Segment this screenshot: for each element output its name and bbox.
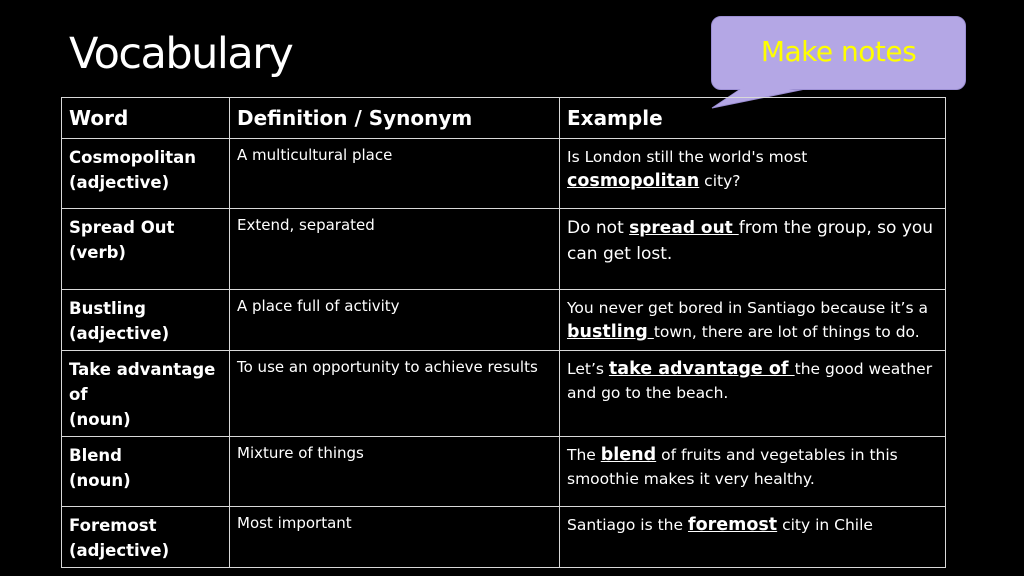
example-keyword: cosmopolitan xyxy=(567,171,700,191)
vocabulary-table xyxy=(61,97,946,568)
definition-cell: To use an opportunity to achieve results xyxy=(230,351,560,437)
word-part-of-speech: (noun) xyxy=(69,410,131,429)
definition-cell: A place full of activity xyxy=(230,290,560,351)
word-term: Cosmopolitan xyxy=(69,148,197,167)
example-text: town, there are lot of things to do. xyxy=(653,323,920,341)
example-cell xyxy=(560,209,946,290)
example-keyword: bustling xyxy=(567,322,654,342)
header-example: Example xyxy=(560,98,946,139)
example-cell xyxy=(560,351,946,437)
table-row xyxy=(62,507,946,568)
word-cell xyxy=(62,437,230,507)
slide-title: Vocabulary xyxy=(69,29,293,79)
example-text: Let’s xyxy=(567,360,609,378)
word-term: Foremost xyxy=(69,516,157,535)
word-cell xyxy=(62,209,230,290)
word-cell xyxy=(62,290,230,351)
definition-cell: Mixture of things xyxy=(230,437,560,507)
example-keyword: blend xyxy=(600,445,657,465)
example-text: city? xyxy=(699,172,741,190)
word-part-of-speech: (adjective) xyxy=(69,324,170,343)
example-text: from the group, so you can get lost. xyxy=(567,218,934,264)
definition-cell: Most important xyxy=(230,507,560,568)
example-cell xyxy=(560,139,946,209)
header-definition: Definition / Synonym xyxy=(230,98,560,139)
example-text: The xyxy=(567,446,601,464)
example-text: You never get bored in Santiago because it’s a xyxy=(567,299,928,317)
example-text: the good weather and go to the beach. xyxy=(567,360,933,402)
definition-cell: Extend, separated xyxy=(230,209,560,290)
example-keyword: spread out xyxy=(629,218,739,238)
word-term: Blend xyxy=(69,446,122,465)
word-cell xyxy=(62,507,230,568)
word-cell xyxy=(62,139,230,209)
table-row xyxy=(62,209,946,290)
example-keyword: take advantage of xyxy=(608,359,795,379)
definition-cell: A multicultural place xyxy=(230,139,560,209)
table-row xyxy=(62,290,946,351)
example-cell xyxy=(560,507,946,568)
example-text: city in Chile xyxy=(777,516,873,534)
example-cell xyxy=(560,437,946,507)
table-row xyxy=(62,437,946,507)
example-text: Is London still the world's most xyxy=(567,148,808,166)
example-text: Do not xyxy=(567,218,630,238)
table-row xyxy=(62,351,946,437)
word-cell xyxy=(62,351,230,437)
word-part-of-speech: (adjective) xyxy=(69,173,170,192)
example-text: of fruits and vegetables in this smoothie makes it very healthy. xyxy=(567,446,898,488)
word-term: Bustling xyxy=(69,299,146,318)
word-part-of-speech: (verb) xyxy=(69,243,126,262)
word-term: Spread Out xyxy=(69,218,175,237)
table-row xyxy=(62,139,946,209)
table-header-row xyxy=(62,98,946,139)
header-word: Word xyxy=(62,98,230,139)
word-part-of-speech: (adjective) xyxy=(69,541,170,560)
example-keyword: foremost xyxy=(687,515,778,535)
example-text: Santiago is the xyxy=(567,516,688,534)
word-part-of-speech: (noun) xyxy=(69,471,131,490)
example-cell xyxy=(560,290,946,351)
callout-label: Make notes xyxy=(760,35,917,68)
word-term: Take advantage of xyxy=(69,360,216,404)
